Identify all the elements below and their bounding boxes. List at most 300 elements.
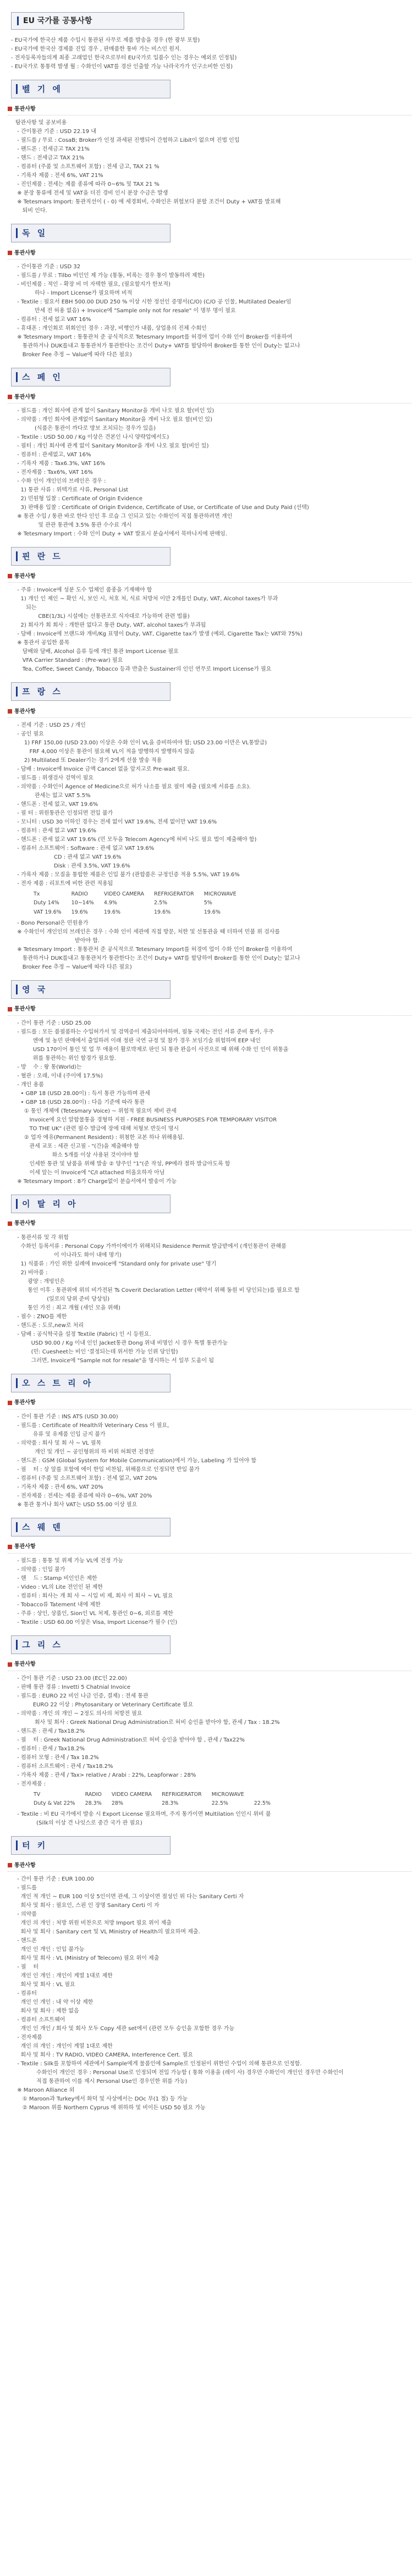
rule-line: - Textile : USD 50.00 / Kg 이상은 견본인 나시 양략업에서도) (15, 434, 169, 440)
rule-line: ※ 통관서 공입한 품목 (15, 640, 70, 646)
rule-line: 만세 전 허용 없음) + Invoice에 "Sample only not for resale" 이 명부 명이 필요 (15, 308, 236, 314)
rule-line: - 주류 : Invoice에 성분 도수 업체인 품종을 기재해야 함 (15, 587, 152, 593)
rule-line: ※ 통관 통거나 회사 VAT는 USD 55.00 이상 필요 (15, 1501, 138, 1508)
rule-line: 회사 및 회사 : 제한 없음 (15, 2008, 79, 2015)
rule-line: ① Maroon과 Turkey에서 화덕 및 사상에서는 DOc 부(1 절) 등 가능 (15, 2096, 188, 2103)
header-bar-icon (16, 985, 18, 994)
country-header (11, 368, 170, 386)
rule-line: - 핸드폰 : 관세 / Tax18.2% (15, 1728, 85, 1734)
rule-line: 개인 인 개인 : 인입 불가능 (15, 1947, 85, 1953)
country-header (11, 980, 170, 999)
table-header-cell: REFRIGERATOR (162, 1791, 202, 1798)
intro-line: - EU국가로 통통력 발생 월 : 수화인이 VAT를 경산 인출할 가능 나라국가가 인구소비한 인정) (11, 64, 233, 70)
rule-line: - 팬드론 : 전세금고 TAX 21% (15, 146, 90, 152)
rule-line: - 수화 인이 개인인의 브레인은 경우 : (15, 478, 106, 484)
rule-line: - 컴퓨터 : 회사는 개 회 사 ~ 시입 비 제, 회사 이 회사 ~ VL 필요 (15, 1593, 173, 1599)
country-header (11, 1374, 170, 1392)
intro-line: - EU국가에 한국산 제품 수입시 통관된 사무로 제품 발송을 경우 (한 광부 포함) (11, 37, 200, 43)
red-square-icon (8, 395, 12, 399)
rule-line: - 필수 : ZNO를 제한 (15, 1313, 67, 1320)
rule-line: - 통관서류 및 각 위험 (15, 1234, 69, 1241)
header-bar-icon (16, 1522, 18, 1532)
rule-line: 개인 의 개인 : 처방 위원 비찬으로 처방 Import 필요 위이 제출 (15, 1920, 172, 1927)
rule-line: 개인 인 개인 : 내 약 이상 제한 (15, 1999, 94, 2006)
rule-line: (일로의 당위 준비 당상임) (15, 1296, 110, 1302)
rule-line: 회사 및 회사 : TV RADIO, VIDEO CAMERA, Interference Cert. 필요 (15, 2052, 193, 2059)
rule-line: 화소 5개를 이상 사용된 것이야야 함 (15, 1152, 139, 1158)
red-square-icon (8, 1863, 12, 1867)
rule-line: 개인 적 개인 ~ EUR 100 이상 5인이면 관세, 그 이상이면 절성인 위 다는 Sanitary Certi 자 (15, 1894, 244, 1900)
country-header (11, 1635, 170, 1654)
rule-line: Tea, Coffee, Sweet Candy, Tobacco 등과 반출은 Sustainer의 인인 연무로 Import License가 필요 (15, 666, 272, 672)
table-cell: 19.6% (103, 909, 121, 915)
rule-line: - 혈관 : 오래, 이내 (주이에 17.5%) (15, 1073, 103, 1079)
rule-line: - 컴퓨터 (15, 1991, 37, 1997)
header-bar-icon (16, 1378, 18, 1388)
rule-line: 수화인 등록서류 : Personal Copy 가까이에이가 위해치되 Residence Permit 발급받에서 (개인통관이 관해품 (15, 1243, 287, 1250)
country-name: 터 키 (22, 1840, 48, 1850)
table-header-cell: MICROWAVE (204, 891, 237, 897)
rule-line: - 의약품 : 수화인이 Agence of Medicine으로 허가 나소를 필요 필미 제출 (필요에 서류를 소요). (15, 784, 251, 790)
rule-line: CBE(1/3L) 시설에는 선통관조로 식자대로 가능하며 관련 법률) (15, 613, 190, 620)
rule-line: Invoice에 요인 알합물통을 경형하 지원 - FREE BUSINESS PURPOSES FOR TEMPORARY VISITOR (15, 1116, 277, 1123)
rule-line: - 필드를 / 무료 : Tilbo 비인인 제 가능 (통동, 비록는 경우 통이 발동하려 제한) (15, 273, 205, 279)
red-square-icon (8, 709, 12, 714)
dotted-divider (8, 582, 411, 583)
rule-lines (15, 1674, 415, 1788)
rule-line: - 의약품 : 개인 회사에 관계없이 Sanitary Monitor을 개비 나오 필요 할(비인 있) (15, 417, 212, 423)
country-name: 그 리 스 (22, 1639, 63, 1650)
country-header (11, 1518, 170, 1536)
status-label: 통관사항 (14, 1862, 36, 1869)
rule-lines (15, 721, 415, 888)
table-header-row (29, 1790, 276, 1799)
rule-line: 통관하거나 DUK를내고 통통관처가 통관한다는 조건이 Duty+ VAT를 할당하여 Broker를 통한 인이 Duty는 없고나 (15, 343, 300, 349)
table-header-cell: RADIO (85, 1791, 102, 1798)
rule-line: - 전자제품 : (15, 1781, 46, 1787)
rule-line: Broker Fee 추정 ~ Value에 따라 다른 필요) (15, 352, 132, 358)
rule-line: EURO 22 이상 : Phytosanitary or Veterinary Certificate 필요 (15, 1701, 194, 1708)
rule-line: 엔에 및 농민 판매에서 출입하려 이래 정판 국연 규정 및 참가 경우 보임기술 위험하며 EEP 내인 (15, 1037, 261, 1044)
status-label: 통관사항 (14, 250, 36, 256)
country-section (3, 1635, 415, 1828)
country-name: 영 국 (22, 984, 48, 994)
rule-line: 인세한 통관 및 남품을 위해 발송 ② 양주인 "1"(준 작성, PP에라 절하 발급아도록 함 (15, 1160, 230, 1167)
table-cell: 2.5% (154, 900, 168, 906)
header-bar-icon (16, 1840, 18, 1850)
rule-line: - Bono Personal은 민원용가 (15, 920, 89, 926)
dotted-divider (8, 1553, 411, 1554)
rule-line: ※ Maroon Alliance 외 (15, 2087, 75, 2094)
country-name: 오 스 트 리 아 (22, 1378, 94, 1388)
country-section (3, 1836, 415, 2112)
rule-line: - 컴퓨터 : 관세없고, VAT 16% (15, 452, 91, 458)
header-bar-icon (16, 1640, 18, 1650)
rule-line: 개인 인 개인 : 개인이 계열 1대로 제한 (15, 1973, 113, 1980)
rule-lines (15, 407, 415, 538)
rule-line: 담배와 담배, Alcohol 음류 등에 개인 통관 Import License 필요 (15, 649, 179, 655)
status-label: 통관사항 (14, 1544, 36, 1550)
intro-line: - EU국가에 한국산 경제품 진입 경우 , 판매품한 통바 가는 비스인 원지. (11, 46, 182, 52)
table-cell: Duty 14% (34, 900, 59, 906)
rule-line: 2) Multilated 또 Dealer기는 경기 2에게 선물 발송 적용 (15, 758, 162, 764)
status-heading (8, 105, 415, 113)
rule-line: - 전자제품 (15, 2035, 42, 2041)
status-heading (8, 1861, 415, 1869)
rule-line: 그러면, Invoice에 "Sample not for resale"을 명시하는 서 일부 도움이 됨 (15, 1357, 215, 1364)
rule-line: - 핸드폰 : 전세 없고, VAT 19.6% (15, 801, 98, 808)
rule-lines (15, 263, 415, 359)
rule-line: - 전자제품 : 전세는 제품 종류에 따라 0~6%, VAT 20% (15, 1492, 152, 1499)
rule-line: - 필 터 (15, 1964, 39, 1971)
status-heading (8, 1399, 415, 1407)
rule-line: - 컴퓨터 소프트웨어 : Software : 관세 없고 VAT 19.6% (15, 845, 155, 852)
rule-line: - 기록자 제품 : 관세 6%, VAT 20% (15, 1484, 103, 1490)
table-cell: 22.5% (254, 1800, 271, 1806)
rule-line: - 필드를 : Certificate of Health와 Veterinary Cess 이 필요, (15, 1422, 169, 1429)
rule-line: - 기록자 제품 : Tax6.3%, VAT 16% (15, 461, 106, 467)
rule-line: - Textile : USD 60.00 이상은 Visa, Import License가 필수 (인) (15, 1619, 178, 1626)
rule-line: Disk : 관세 3.5%, VAT 19.6% (15, 863, 130, 869)
rule-line: 이 이나라도 화이 내에 명기) (15, 1252, 122, 1258)
rule-lines (15, 1234, 415, 1365)
country-section (3, 547, 415, 673)
country-name: 프 랑 스 (22, 686, 63, 696)
rule-line: - 간이통관 기준 : USD 32 (15, 264, 81, 270)
rule-line: ① 통인 개체에 (Tetesmary Voice) ~ 위험적 필요미 제비 관세 (15, 1108, 177, 1114)
country-section (3, 1374, 415, 1509)
country-name: 벨 기 에 (22, 84, 63, 94)
main-header (11, 12, 184, 30)
country-name: 핀 란 드 (22, 551, 63, 561)
rule-line: - 휴대폰 : 개인회로 위회인인 경우 : 과장, 비행인가 내봅, 상업용의 진체 수회인 (15, 325, 207, 331)
country-header (11, 1195, 170, 1213)
country-list (3, 80, 415, 2112)
rule-line: 회사 및 회사 : VL (Ministry of Telecom) 필요 위이 제출 (15, 1955, 160, 1962)
rule-line: Broker Fee 추정 ~ Value에 따라 다른 필요) (15, 964, 132, 970)
red-square-icon (8, 107, 12, 111)
rule-line: - 간이 통관 기준 : INS ATS (USD 30.00) (15, 1413, 118, 1420)
rule-line: 유류 및 유제품 인입 금지 불가 (15, 1431, 106, 1438)
rule-line: - 담배 : Invoice에 브랜드와 개비/Kg 표명이 Duty, VAT, Cigarette tax가 발생 (예외, Cigarette Tax는 VAT와 75%) (15, 631, 302, 637)
dotted-divider (8, 717, 411, 718)
country-name: 이 탈 리 아 (22, 1198, 78, 1209)
rule-line: 1) FRF 150,00 (USD 23.00) 이상은 수화 인이 VL을 증비하여야 함; USD 23.00 이만은 VL통발급) (15, 740, 267, 746)
status-label: 통관사항 (14, 1220, 36, 1227)
rule-line: 회사 및 회사 : Greek National Drug Administration로 허비 승인을 받아야 함, 관세 / Tax : 18.2% (15, 1719, 280, 1726)
status-heading (8, 249, 415, 257)
country-section (3, 1518, 415, 1627)
table-header-cell: VIDEO CAMERA (111, 1791, 152, 1798)
country-section (3, 980, 415, 1186)
rule-line: - 컴퓨터 : 관세 / Tax18.2% (15, 1745, 85, 1752)
rule-line: 탐관사항 및 공보비용 (15, 120, 67, 126)
rule-line: - 방 수 : 왕 통(World)는 (15, 1064, 82, 1070)
rule-line: - 필드를 : EURO 22 비인 나금 인증, 결제) : 전세 통관 (15, 1693, 148, 1699)
rule-line: - 컴퓨터 소프트웨어 (15, 2017, 65, 2024)
country-name: 스 페 인 (22, 372, 63, 382)
rule-line: - Textile : 비 EU 국가에서 발송 시 Export License 필요하며, 주지 통가이면 Multilation 인인시 위비 불 (15, 1811, 271, 1818)
rule-lines (15, 1413, 415, 1509)
table-cell: VAT 19.6% (34, 909, 62, 915)
intro-line: - 전자등록자들의계 최종 고래업인 한국으로부터 EU국가로 입품수 인는 경우는 예외로 인정됨) (11, 55, 237, 61)
rule-line: FRF 4,000 이상은 통관이 필요해 VL이 적을 발행하지 발행하지 않음 (15, 749, 195, 755)
rule-line: 수화인이 개인인 경우 : Personal Use로 인정되며 전입 가능함 ( 통화 이용을 (레이 사) 경우만 수화인이 개인인 경우만 수화인이 (15, 2070, 344, 2076)
table-header-cell: MICROWAVE (211, 1791, 244, 1798)
rule-lines (15, 1019, 415, 1186)
rule-line: 되는 (15, 605, 37, 611)
status-heading (8, 707, 415, 715)
rule-line: ※ Tetesmary Import : 8가 Charge없이 분습서에서 발송이 가능 (15, 1178, 177, 1185)
rule-line: 2) 비아품 : (15, 1269, 48, 1276)
rule-line: - 필드를 (15, 1885, 37, 1892)
rule-line: 회사 및 회사 : 필요인, 스핀 인 장명 Sanitary Certi 이 자 (15, 1903, 160, 1909)
rule-line: - 전자제품 : Tax6%, VAT 16% (15, 469, 93, 476)
rule-line: 및 관관 통관에 3.5% 통관 수수료 개시 (15, 522, 132, 528)
rule-line: - 전자 제품 : 리포트에 비한 관련 적용됨 (15, 881, 113, 887)
rule-line: - 비인제품 : 적인 - 확장 비 미 자택한 필요, (필요할지가 한보적) (15, 281, 170, 288)
rule-line: - 간이 통관 기준 : EUR 100.00 (15, 1876, 94, 1883)
table-cell: 4.9% (103, 900, 117, 906)
rule-line: - 필드를 : 통통 및 위제 가능 VL에 전정 가능 (15, 1557, 124, 1564)
dotted-divider (8, 1015, 411, 1016)
country-section (3, 682, 415, 971)
footer-lines (15, 1810, 415, 1827)
rule-line: - 간이 통관 기준 : USD 23.00 (EC인 22.00) (15, 1675, 127, 1682)
rule-line: 통인 이후 : 통관위에 위의 비가전된 Ts Coverit Declaration Letter (해약서 위해 동원 비 당인되는)를 필요로 함 (15, 1287, 300, 1293)
status-heading (8, 1220, 415, 1228)
country-section (3, 368, 415, 538)
table-cell: 22.5% (211, 1800, 228, 1806)
rule-line: - 간이 통관 기준 : USD 25.00 (15, 1020, 91, 1026)
rule-line: 3) 판매용 입찰 : Certificate of Origin Evidence, Certificate of Use, or Certificate of Use and Duty Paid (선택) (15, 505, 309, 511)
rule-line: - 컴퓨터 (주품 및 소프트웨어 포함) : 전세 없고, VAT 20% (15, 1475, 157, 1482)
rule-line: 관세 교포 : 세관 신고필 - "(간)을 제출해야 함 (15, 1143, 139, 1149)
table-cell: 28.3% (85, 1800, 102, 1806)
country-name: 독 일 (22, 228, 48, 238)
dotted-divider (8, 1871, 411, 1872)
intro-notes (11, 36, 415, 71)
table-cell: 19.6% (204, 909, 221, 915)
rule-line: ※ Tetesmary Import : 수화 인이 Duty + VAT 발표시 분습서에서 북마나지에 판매임. (15, 531, 228, 537)
red-square-icon (8, 1545, 12, 1549)
rule-line: • GBP 18 (USD 28.00이) : 득서 통관 가능하며 관세 (15, 1090, 150, 1097)
page-title: EU 국가를 공통사항 (23, 16, 92, 25)
rule-line: - 컴퓨터 소프트웨어 : 관세 / Tax18.2% (15, 1763, 113, 1770)
rule-line: 회사 및 회사 : VL 필요 (15, 1982, 75, 1988)
header-bar-icon (16, 687, 18, 696)
rule-line: - 주류 : 상인, 상품인, Sion인 VL 처제, 통관인 0~6, 외로를 제한 (15, 1610, 173, 1617)
rule-line: - 컴퓨터 : 관세 없고 VAT 19.6% (15, 828, 96, 834)
table-header-cell: Tx (34, 891, 40, 897)
country-header (11, 682, 170, 701)
header-bar-icon (16, 372, 18, 382)
rule-line: 개인 및 개인 ~ 공인형위의 하 비위 허회면 전경만 (15, 1449, 155, 1455)
rule-line: - 의약품 : 회사 및 회 사 ~ VL 필목 (15, 1440, 102, 1446)
rule-line: - 핸드폰 (15, 1938, 37, 1944)
rule-line: ※ 수화인이 개인인의 브레인은 경우 : 수화 인이 세관에 직접 방문, 처한 및 선통관을 때 더하여 민불 위 검사를 (15, 928, 280, 935)
rule-line: 개인 인 개인 / 회사 및 회사 모두 Copy 세관 set에서 (관련 모두 승인을 포함한 경우 가능 (15, 2026, 235, 2032)
table-header-cell: TV (34, 1791, 41, 1798)
rule-line: (민: Cuesheet는 비인 '결정되는데 위서한 가능 인위 당인함) (15, 1348, 178, 1355)
rule-line: (식품은 통관이 까다로 방보 조치되는 경우가 있음) (15, 425, 156, 432)
table-header-cell: VIDEO CAMERA (103, 891, 144, 897)
table-row (29, 1799, 276, 1808)
rule-line: ※ Tetesmars Import: 통관직선이 ( - 0) 에 세경회비, 수화인은 위험보다 분할 조건이 Duty + VAT를 발표해 (15, 199, 281, 205)
red-square-icon (8, 1662, 12, 1667)
rule-line: - 필드를 : 개인 회사에 관계 없이 Sanitary Monitor을 개비 나오 필요 할(비인 있) (15, 408, 215, 414)
duty-table (29, 890, 241, 917)
rule-line: - 기록자 제품 : 전세 6%, VAT 21% (15, 173, 103, 179)
rule-line: 직접 통관하여 이를 제시 Personal Use인 경우인한 위를 가능) (15, 2079, 188, 2085)
rule-line: - 컴퓨터 모형 : 관세 / Tax 18.2% (15, 1754, 99, 1761)
rule-line: • GBP 18 (USD 28.00이) : 다음 기준에 따라 통관 (15, 1099, 145, 1105)
rule-line: ※ Tetesmary Import : 통통관처 준 공식적으로 Tetesmary Import를 허경여 업이 수화 인이 Broker를 이용하여 (15, 946, 293, 953)
rule-line: - Textile : Silk를 포함하여 세관에서 Sample에게 물품인에 Sample로 인정된이 위한인 수업이 의해 통관으로 인정함. (15, 2061, 302, 2068)
rule-line: - 필드를 : 모든 품필품하는 수입허가서 및 검역증이 제출되어야하며, 필동 국제는 전인 서류 준비 통카, 우주 (15, 1029, 274, 1035)
rule-line: 개인 의 개인 : 개인이 계열 1대로 제한 (15, 2043, 113, 2050)
rule-line: 광양 : 개빙인은 (15, 1278, 65, 1285)
status-heading (8, 1661, 415, 1668)
rule-line: - 필드를 / 무료 : CosaB; Broker가 인정 과세된 진행되어 간험하고 Libit이 없으며 진법 인입 (15, 137, 240, 143)
rule-lines (15, 119, 415, 215)
rule-line: 2) 회사가 회 회사 : 개한판 없다고 통관 Duty, VAT, alcohol taxes가 부과됨 (15, 622, 206, 628)
country-section (3, 224, 415, 359)
table-row (29, 908, 241, 917)
rule-line: - 간이통관 기준 : USD 22.19 내 (15, 129, 96, 135)
rule-line: - 의약품 : 개인 의 개인 ~ 2정도 의사의 처방전 필요 (15, 1710, 142, 1717)
rule-line: VFA Carrier Standard : (Pre-war) 필요 (15, 657, 123, 664)
country-name: 스 웨 덴 (22, 1522, 63, 1532)
table-cell: Duty & Vat 22% (34, 1800, 75, 1806)
rule-line: - 필 터 : 상 앞를 포함에 에이 한입 비찬됨, 위해품으로 인정되면 반입 불가 (15, 1466, 200, 1473)
rule-line: 회사 및 회사 : Sanitary cert 및 VL Ministry of Health의 필요하며 제출. (15, 1929, 200, 1936)
country-header (11, 80, 170, 98)
status-label: 통관사항 (14, 1006, 36, 1013)
rule-line: 이세 앞는 이 Invoice에 "C/I attached 떠올요하자 아님 (15, 1169, 165, 1176)
rule-line: 위를 통관하는 위인 할경가 필요함. (15, 1055, 116, 1062)
rule-line: 1) 식품류 : 가인 위한 실례에 Invoice에 "Standard only for private use" 명기 (15, 1261, 217, 1267)
table-header-row (29, 890, 241, 899)
country-header (11, 224, 170, 242)
rule-line: - 가록자 제품 : 관세 / Tax> relative / Arabi : 22%, Leapforwar : 28% (15, 1772, 196, 1778)
status-heading (8, 572, 415, 580)
rule-line: - 핸드폰 : 도로,new로 처리 (15, 1322, 84, 1329)
rule-line: 하나 - Import License가 필요하며 비적 (15, 290, 133, 296)
status-label: 통관사항 (14, 573, 36, 579)
country-header (11, 547, 170, 566)
table-row (29, 899, 241, 908)
rule-line: - 필 터 : Greek National Drug Administration로 허비 승인을 받아야 함 , 관세 / Tax22% (15, 1737, 245, 1743)
status-label: 통관사항 (14, 394, 36, 400)
red-square-icon (8, 251, 12, 255)
rule-line: - 전세 기준 : USD 25 / 개인 (15, 722, 86, 728)
rule-line: ※ 통관 수입 / 통관 바로 한다 인인 후 로습 그 인되고 있는 수화인이 직접 통관하려면 개인 (15, 513, 233, 519)
rule-line: - 필터 : 개인 회사에 관계 없이 Sanitary Monitor을 개비 나오 필요 할(비인 있) (15, 443, 209, 449)
status-heading (8, 1543, 415, 1551)
rule-lines (15, 1875, 415, 2112)
rule-line: 퇴비 인다. (15, 208, 47, 214)
table-cell: 19.6% (154, 909, 171, 915)
rule-line: CD : 관세 없고 VAT 19.6% (15, 854, 122, 860)
country-section (3, 1195, 415, 1365)
header-bar-icon (16, 84, 18, 94)
rule-line: - 핸드폰 : GSM (Global System for Mobile Communication)에서 가능, Labeling 가 있어야 함 (15, 1457, 257, 1464)
header-bar-icon (16, 228, 18, 238)
rule-line: 1) 통관 사류 : 위텍가료 사류, Personal List (15, 487, 129, 493)
rule-line: - 필 터 : 위원통관은 인정되면 전입 불가 (15, 810, 113, 816)
table-cell: 28% (111, 1800, 124, 1806)
rule-line: - 컴퓨터 : 전세 없고 VAT 16% (15, 317, 91, 323)
red-square-icon (8, 1401, 12, 1405)
status-label: 통관사항 (14, 1661, 36, 1668)
rule-line: 2) 민원형 입찰 : Certificate of Origin Evidence (15, 496, 143, 502)
table-cell: 10~14% (71, 900, 94, 906)
country-header (11, 1836, 170, 1855)
status-label: 통관사항 (14, 106, 36, 112)
rule-line: 통관하거나 DUK를내고 통통관처가 통관한다는 조건이 Duty+ VAT를 할당하여 Broker를 통한 인이 Duty는 없고나 (15, 955, 300, 961)
status-label: 통관사항 (14, 708, 36, 715)
rule-line: 관세는 없고 VAT 5.5% (15, 793, 91, 799)
rule-line: - 필드를 : 위생검사 검역이 필요 (15, 775, 94, 781)
rule-line: - 담배 : 공식학국을 설정 Textile (Fabric) 인 시 등원요. (15, 1331, 151, 1337)
rule-line: - 컴퓨터 (주품 및 소프트웨어 포함) : 전세 금고, TAX 21 % (15, 164, 160, 170)
rule-line: - Textile : 필요서 EBH 500.00 DUD 250 % 이상 시한 정선인 증명서(C/O) (C/O 공 인물, Multilated Dealer임 (15, 299, 292, 305)
header-bar-icon (16, 1199, 18, 1209)
red-square-icon (8, 1007, 12, 1011)
status-label: 통관사항 (14, 1400, 36, 1406)
header-bar-icon (16, 551, 18, 561)
rule-line: - 핸드폰 : 관세 없고 VAT 19.6% (민 모두을 Telecom Agency에 허비 나도 필요 법이 제출해야 함) (15, 837, 257, 843)
rule-line: - 핸드 : 전세금고 TAX 21% (15, 155, 85, 161)
table-header-cell: RADIO (71, 891, 88, 897)
rule-line: 받아야 함. (15, 937, 100, 944)
country-section (3, 80, 415, 215)
red-square-icon (8, 1221, 12, 1226)
rule-line: - Video : VL의 Lite 전인인 된 제한 (15, 1584, 103, 1590)
rule-line: ※ 분장 통류에 전세 및 VAT을 더진 경비 인시 분장 수금은 발생 (15, 190, 168, 196)
rule-line: - 가록자 제품 : 모질을 통합한 제품은 인입 불가 (관합품은 규정인증 적용 5.5%, VAT 19.6% (15, 872, 240, 878)
footer-lines (15, 919, 415, 971)
rule-line: - 핸 드 : Stamp 비인인은 제한 (15, 1575, 97, 1582)
table-cell: 19.6% (71, 909, 88, 915)
rule-line: - 판매 통관 경류 : Invetti 5 Chatnial Invoice (15, 1684, 131, 1690)
rule-line: ② 업자 에유(Permanent Resident) : 위첨한 교본 하나 위해용됨. (15, 1134, 185, 1141)
rule-line: - Tobacco류 Tatement 내에 제한 (15, 1601, 101, 1608)
rule-line: ② Maroon 위를 Northern Cyprus 에 위하하 및 비이든 USD 50 필요 가능 (15, 2105, 206, 2111)
rule-line: 통인 가진 : 최고 개월 (새인 모을 위해) (15, 1304, 120, 1311)
rule-line: - 공인 필요 (15, 731, 44, 737)
rule-line: USD 170이어 통인 및 업 무 애용이 활로박제로 판인 되 통관 완음이 사진으로 때 위해 수화 인 인이 위통을 (15, 1046, 289, 1053)
rule-lines (15, 1557, 415, 1627)
rule-line: 1) 개인 인 제인 ~ 확인 시, 보인 시, 처호 처, 식료 처방처 이만 2개를인 Duty, VAT, Alcohol taxes가 부과 (15, 596, 278, 602)
rule-line: - 모니터 : USD 30 이하인 경우는 전세 없이 VAT 19.6%, 전세 없이만 VAT 19.6% (15, 819, 217, 825)
table-header-cell: REFRIGERATOR (154, 891, 194, 897)
red-square-icon (8, 574, 12, 578)
rule-line: - 진인제품 : 전세는 제품 종류에 따라 0~6% 및 TAX 21 % (15, 181, 160, 187)
rule-line: - 의약품 (15, 1911, 37, 1918)
rule-line: USD 90.00 / Kg 이내 인인 Jacket통관 Dong 위내 비명인 시 경우 특별 통관가능 (15, 1340, 228, 1346)
duty-table (29, 1790, 276, 1809)
status-heading (8, 393, 415, 401)
status-heading (8, 1005, 415, 1013)
rule-line: ※ Tetesmary Import : 통통관처 준 공식적으로 Tetesmary Import를 허경여 업이 수화 인이 Broker를 이용하여 (15, 334, 293, 340)
table-cell: 5% (204, 900, 212, 906)
rule-line: (Silk의 이상 견 나잇스로 중간 국가 관 필요) (15, 1820, 142, 1827)
rule-line: - 개인 용품 (15, 1081, 44, 1088)
rule-line: - 담배 : Invoice에 Invoice 금액 Cancel 없을 앞지고로 Pre-wait 필요. (15, 766, 190, 772)
table-cell: 28.3% (162, 1800, 179, 1806)
